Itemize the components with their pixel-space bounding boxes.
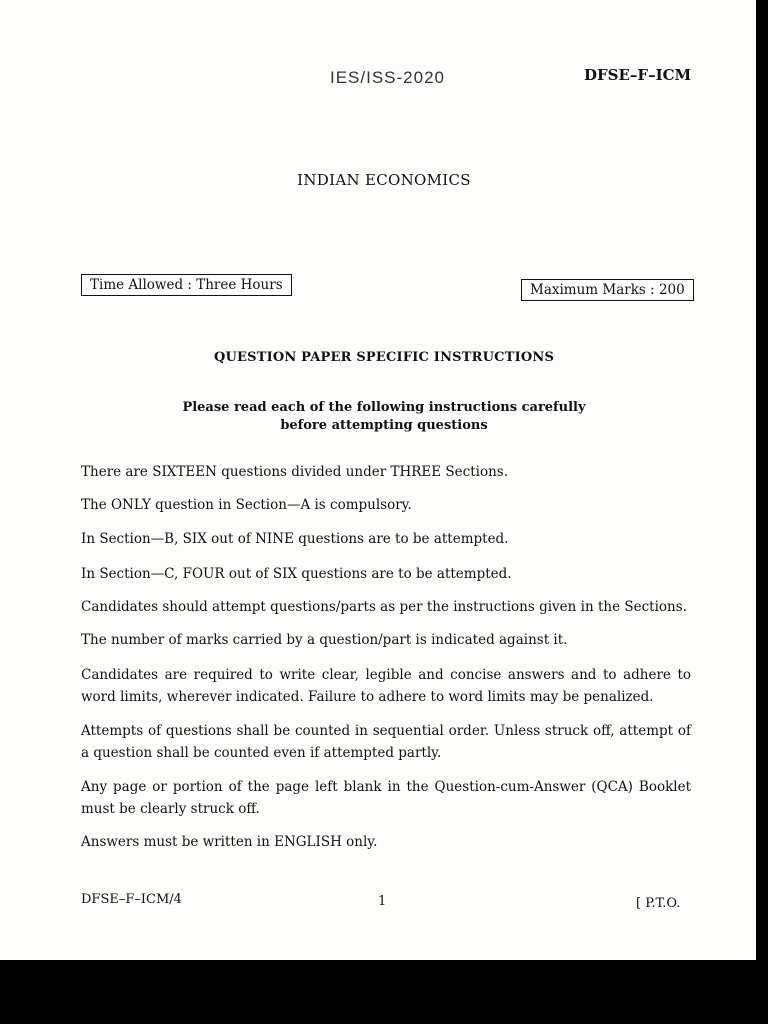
time-allowed-box: Time Allowed : Three Hours [81, 274, 292, 296]
instruction-item: There are SIXTEEN questions divided under THREE Sections. [81, 464, 509, 480]
instruction-item: Candidates should attempt questions/parts as per the instructions given in the Sections. [81, 599, 687, 615]
instruction-item: Candidates are required to write clear, legible and concise answers and to adhere to word limits, wherever indicated. Failure to adhere to word limits may be penalized. [81, 667, 691, 705]
paper-code: DFSE–F–ICM [584, 66, 692, 84]
footer-paper-code: DFSE–F–ICM/4 [81, 892, 182, 907]
instruction-item: In Section—C, FOUR out of SIX questions are to be attempted. [81, 566, 512, 582]
instruction-item: In Section—B, SIX out of NINE questions are to be attempted. [81, 531, 509, 547]
paper-title: INDIAN ECONOMICS [297, 171, 471, 189]
instruction-item: The ONLY question in Section—A is compulsory. [81, 497, 412, 513]
instructions-heading: QUESTION PAPER SPECIFIC INSTRUCTIONS [213, 350, 555, 365]
subheading-line: before attempting questions [280, 418, 488, 433]
pto-marker: [ P.T.O. [636, 896, 681, 911]
instruction-item: Any page or portion of the page left blank in the Question-cum-Answer (QCA) Booklet must be clearly struck off. [81, 779, 691, 817]
instruction-item: Answers must be written in ENGLISH only. [81, 834, 378, 850]
exam-stamp: IES/ISS-2020 [330, 68, 446, 87]
subheading-line: Please read each of the following instructions carefully [182, 400, 586, 415]
page-number: 1 [378, 894, 387, 909]
instructions-subheading [0, 399, 768, 435]
maximum-marks-box: Maximum Marks : 200 [521, 279, 694, 301]
instruction-item: Attempts of questions shall be counted in sequential order. Unless struck off, attempt of a question shall be counted even if attempted partly. [81, 723, 691, 761]
instruction-item: The number of marks carried by a question/part is indicated against it. [81, 632, 568, 648]
